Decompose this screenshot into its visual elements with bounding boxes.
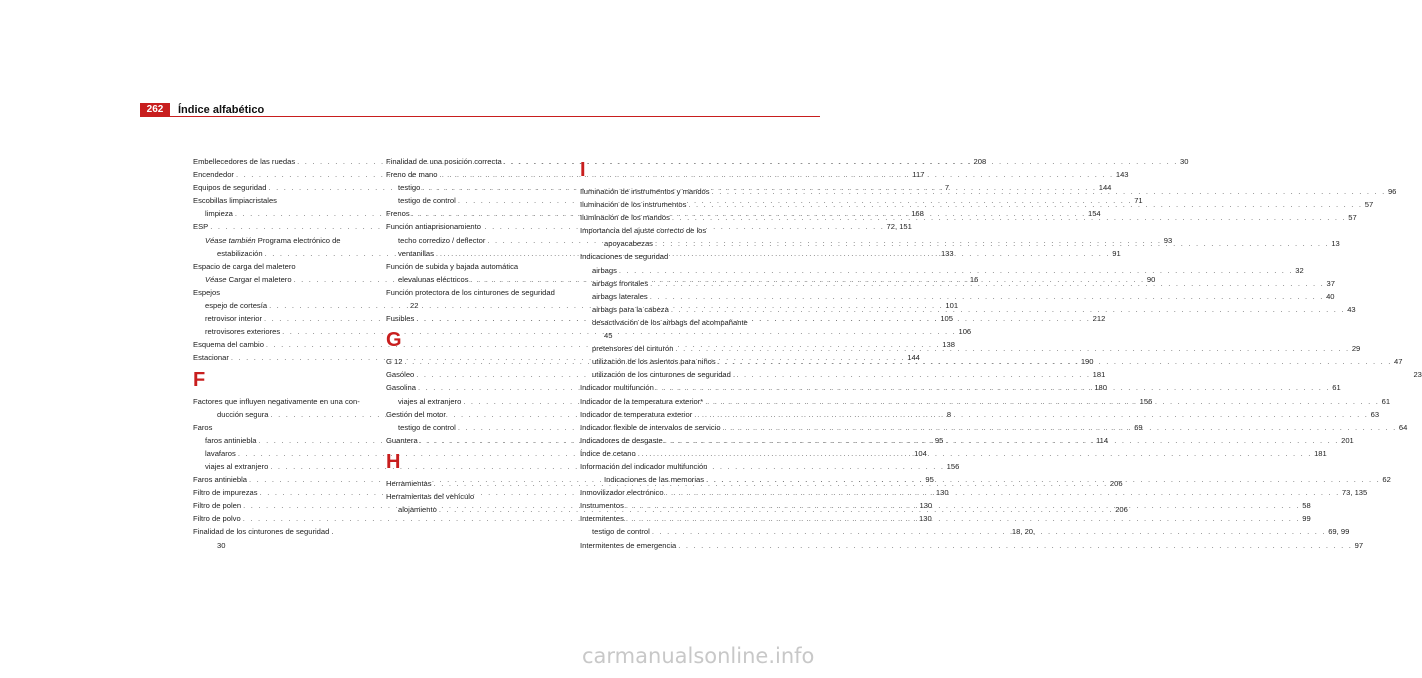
section-letter: G <box>386 329 402 352</box>
entry-pages: 104 <box>914 448 927 458</box>
leader-dots <box>626 512 1300 525</box>
leader-dots <box>440 168 1114 181</box>
leader-dots <box>626 499 1300 512</box>
entry-pages: 32 <box>1295 265 1304 275</box>
see-also-label: Véase <box>205 274 227 284</box>
entry-pages: 206 <box>1115 505 1128 515</box>
index-entry <box>193 260 377 273</box>
entry-text: Gasóleo <box>386 370 415 380</box>
entry-term <box>205 207 233 220</box>
leader-dots <box>688 198 1362 211</box>
entry-term <box>205 234 341 247</box>
entry-text: lavafaros <box>205 448 236 458</box>
entry-text: Herramientas del vehículo <box>386 491 475 501</box>
entry-term <box>580 198 686 211</box>
entry-term <box>193 168 234 181</box>
index-entry <box>580 250 764 263</box>
entry-pages: 7 <box>944 183 950 193</box>
index-entry-continuation <box>386 299 570 312</box>
leader-dots <box>706 473 1380 486</box>
index-entry <box>580 264 1304 277</box>
index-entry <box>386 490 570 503</box>
entry-pages: 61 <box>1381 396 1391 406</box>
entry-term <box>398 181 420 194</box>
entry-term <box>580 408 692 421</box>
entry-pages: 168 <box>911 209 924 219</box>
entry-text: airbags laterales <box>592 291 648 301</box>
entry-term <box>386 168 438 181</box>
entry-term <box>580 421 721 434</box>
entry-text: ventanillas <box>398 248 434 258</box>
leader-dots <box>665 434 1339 447</box>
entry-term <box>592 303 669 316</box>
entry-term <box>592 368 735 381</box>
entry-term <box>193 486 258 499</box>
entry-pages: 72, 151 <box>886 222 912 232</box>
entry-pages: 106 <box>958 327 972 337</box>
entry-text: Espacio de carga del maletero <box>193 261 296 271</box>
entry-text: Iluminación de instrumentos y mandos <box>580 187 710 196</box>
entry-term <box>580 250 668 263</box>
entry-pages: 71 <box>1134 196 1143 206</box>
entry-term <box>205 447 236 460</box>
entry-term <box>205 299 267 312</box>
leader-dots <box>712 185 1386 198</box>
entry-text: airbags para la cabeza <box>592 304 669 314</box>
entry-term <box>193 351 229 364</box>
entry-pages: 154 <box>1087 209 1101 219</box>
index-entry <box>193 421 377 434</box>
entry-pages: 90 <box>1146 274 1156 284</box>
entry-pages: 8 <box>946 409 952 419</box>
entry-text: Finalidad de los cinturones de seguridad . <box>193 527 334 537</box>
entry-pages: 40 <box>1326 291 1335 301</box>
index-entry <box>193 194 377 207</box>
index-entry <box>193 234 377 247</box>
entry-text: Espejos <box>193 287 221 297</box>
entry-term <box>386 260 518 273</box>
entry-pages: 130 <box>935 488 949 498</box>
entry-text: Programa electrónico de <box>257 235 341 245</box>
entry-text: utilización de los asientos para niños <box>592 357 716 367</box>
index-entry <box>580 460 764 473</box>
entry-pages: 63 <box>1370 409 1380 419</box>
entry-text: Filtro de polen <box>193 501 242 511</box>
entry-term <box>193 260 296 273</box>
entry-term <box>592 290 648 303</box>
leader-dots <box>723 421 1397 434</box>
entry-text: Iluminación de los mandos <box>580 213 670 223</box>
entry-pages: 138 <box>942 340 955 350</box>
entry-text: viajes al extranjero <box>398 396 462 406</box>
entry-text: Frenos <box>386 209 410 219</box>
entry-text: Esquema del cambio <box>193 340 264 350</box>
leader-dots <box>672 211 1346 224</box>
entry-text: ESP <box>193 222 209 232</box>
entry-text: Indicador de la temperatura exterior* <box>580 396 704 406</box>
entry-term <box>592 355 716 368</box>
entry-term <box>398 234 485 247</box>
entry-term <box>386 155 502 168</box>
entry-pages: 13 <box>1331 239 1340 249</box>
entry-term <box>592 264 617 277</box>
entry-term <box>386 477 432 490</box>
entry-pages: 64 <box>1398 422 1408 432</box>
entry-pages: 23 <box>1413 370 1422 380</box>
entry-pages: 180 <box>1094 383 1107 393</box>
entry-text: pretensores del cinturón <box>592 344 674 354</box>
entry-pages: 190 <box>1080 357 1094 367</box>
entry-text: Guantera <box>386 435 418 445</box>
entry-pages: 143 <box>1115 170 1129 180</box>
index-entry <box>386 286 570 299</box>
entry-term <box>580 185 710 198</box>
entry-pages: 99 <box>1302 514 1311 524</box>
entry-term <box>386 490 474 503</box>
entry-term <box>193 286 220 299</box>
entry-term <box>386 207 410 220</box>
entry-text: Factores que influyen negativamente en una con- <box>193 396 360 406</box>
entry-text: viajes al extranjero <box>205 461 269 471</box>
entry-pages: 29 <box>1351 344 1361 354</box>
entry-pages: 97 <box>1354 540 1364 550</box>
index-entry <box>386 260 570 273</box>
entry-term <box>592 277 648 290</box>
entry-term <box>193 220 208 233</box>
section-letter: I <box>580 159 586 181</box>
entry-term <box>592 525 650 538</box>
entry-text: Estacionar <box>193 353 229 363</box>
entry-text: Finalidad de una posición correcta <box>386 157 502 166</box>
entry-pages: 58 <box>1302 501 1311 511</box>
entry-text: utilización de los cinturones de seguridad . <box>592 370 736 380</box>
entry-text: Faros <box>193 422 213 432</box>
entry-term <box>386 220 481 233</box>
index-entry <box>580 290 1335 303</box>
entry-text: Cargar el maletero <box>228 274 292 284</box>
entry-term <box>398 247 434 260</box>
entry-pages: 45 <box>604 331 613 341</box>
watermark: carmanualsonline.info <box>582 644 815 668</box>
entry-term <box>193 421 212 434</box>
leader-dots <box>694 408 1368 421</box>
entry-text: Herramientas <box>386 478 432 488</box>
entry-text: retrovisores exteriores <box>205 327 281 337</box>
entry-text: Embellecedores de las ruedas <box>193 157 296 166</box>
entry-term <box>386 368 414 381</box>
entry-pages: 69 <box>1134 422 1143 432</box>
entry-term <box>205 434 257 447</box>
entry-pages: 96 <box>1387 187 1397 196</box>
entry-term <box>580 395 703 408</box>
entry-term <box>398 395 461 408</box>
entry-term <box>580 381 654 394</box>
entry-pages: 57 <box>1364 200 1374 210</box>
entry-text: testigo de control <box>398 422 456 432</box>
entry-term <box>386 312 414 325</box>
entry-text: Gestión del motor <box>386 409 446 419</box>
entry-text: techo corredizo / deflector <box>398 235 486 245</box>
entry-pages: 91 <box>1112 248 1121 258</box>
entry-term <box>193 338 264 351</box>
entry-term <box>398 421 456 434</box>
index-entry <box>580 408 1380 421</box>
entry-text: Filtro de impurezas <box>193 488 258 498</box>
entry-term <box>205 273 292 286</box>
entry-text: Intermitentes de emergencia <box>580 540 677 550</box>
leader-dots <box>656 381 1330 394</box>
entry-text: Gasolina <box>386 383 416 393</box>
entry-text: testigo de control <box>592 527 650 537</box>
leader-dots <box>666 486 1340 499</box>
entry-pages: 201 <box>1341 435 1354 445</box>
entry-term <box>580 512 624 525</box>
leader-dots <box>678 539 1352 552</box>
entry-pages: 57 <box>1348 213 1357 223</box>
entry-pages: 114 <box>1096 435 1109 445</box>
entry-text: Función de subida y bajada automática <box>386 261 519 271</box>
entry-pages: 212 <box>1092 314 1106 324</box>
entry-text: Indicaciones de seguridad <box>580 252 669 262</box>
entry-text: estabilización <box>217 248 263 258</box>
entry-term <box>193 155 295 168</box>
entry-pages: 105 <box>940 314 953 324</box>
entry-pages: 208 <box>973 157 987 166</box>
entry-pages: 181 <box>1092 370 1106 380</box>
entry-pages: 37 <box>1326 278 1335 288</box>
entry-pages: 30 <box>217 540 226 550</box>
entry-text: elevalunas eléctricos <box>398 274 469 284</box>
page-number: 262 <box>140 103 170 117</box>
leader-dots <box>671 303 1345 316</box>
entry-pages: 18, 20, <box>1011 527 1036 537</box>
entry-term <box>604 237 653 250</box>
index-entry <box>193 395 377 408</box>
entry-term <box>580 434 663 447</box>
entry-term <box>386 381 416 394</box>
index-entry <box>580 224 764 237</box>
entry-term <box>205 325 280 338</box>
index-entry <box>580 539 1364 552</box>
entry-term <box>580 460 707 473</box>
entry-pages: 16 <box>969 274 979 284</box>
index-entry <box>386 408 570 421</box>
entry-text: alojamiento <box>398 505 437 515</box>
entry-pages: 181 <box>1314 448 1327 458</box>
entry-term <box>580 224 706 237</box>
entry-term <box>580 499 624 512</box>
entry-pages: 95 <box>925 475 934 485</box>
entry-pages: 206 <box>1109 478 1123 488</box>
entry-term <box>580 486 664 499</box>
entry-term <box>217 408 269 421</box>
entry-pages: 144 <box>1098 183 1112 193</box>
entry-pages: 62 <box>1382 475 1391 485</box>
entry-text: Importancia del ajuste correcto de los <box>580 226 707 236</box>
entry-text: Indicador multifunción <box>580 383 654 393</box>
entry-term <box>386 355 402 368</box>
index-entry-continuation <box>580 329 764 342</box>
entry-term <box>604 473 704 486</box>
entry-text: Equipos de seguridad <box>193 183 267 193</box>
entry-text: Fusibles <box>386 314 415 324</box>
entry-term <box>193 181 266 194</box>
section-letter: F <box>193 368 206 391</box>
entry-text: Encendedor <box>193 170 234 180</box>
index-entry <box>386 220 570 233</box>
entry-pages: 43 <box>1347 304 1356 314</box>
entry-text: Escobillas limpiacristales <box>193 196 277 206</box>
entry-text: Indicador flexible de intervalos de servicio <box>580 422 721 432</box>
section-letter: H <box>386 450 401 473</box>
entry-pages: 61 <box>1332 383 1341 393</box>
entry-pages: 30 <box>1180 157 1189 166</box>
leader-dots <box>638 447 1312 460</box>
entry-text: Indicadores de desgaste <box>580 435 663 445</box>
entry-term <box>386 434 418 447</box>
entry-pages: 156 <box>946 461 960 471</box>
leader-dots <box>675 342 1349 355</box>
entry-pages: 133 <box>940 248 954 258</box>
entry-text: Información del indicador multifunción <box>580 461 708 471</box>
entry-text: retrovisor interior <box>205 314 262 324</box>
entry-term <box>580 539 676 552</box>
entry-text: Instrumentos <box>580 501 624 511</box>
leader-dots <box>652 525 1326 538</box>
entry-pages: 22 <box>410 301 419 311</box>
index-entry-continuation <box>193 539 377 552</box>
see-also-label: Véase también <box>205 235 256 245</box>
entry-pages: 47 <box>1394 357 1403 367</box>
entry-text: airbags <box>592 265 617 275</box>
entry-term <box>592 316 748 329</box>
entry-pages: 130 <box>919 514 932 524</box>
entry-text: Indicador de temperatura exterior <box>580 409 693 419</box>
leader-dots <box>619 264 1293 277</box>
entry-term <box>205 312 262 325</box>
leader-dots <box>650 277 1324 290</box>
entry-pages: 117 <box>912 170 925 180</box>
entry-text: G 12 <box>386 357 403 367</box>
entry-pages: 93 <box>1163 235 1173 245</box>
entry-term <box>386 408 446 421</box>
entry-term <box>193 512 241 525</box>
entry-pages: 101 <box>945 301 959 311</box>
entry-term <box>193 194 277 207</box>
entry-text: airbags frontales <box>592 278 649 288</box>
entry-term <box>580 211 670 224</box>
entry-text: Indicaciones de las memorias <box>604 475 705 485</box>
entry-pages: 69, 99 <box>1328 527 1350 537</box>
entry-text: Intermitentes <box>580 514 624 524</box>
leader-dots <box>650 290 1324 303</box>
entry-text: faros antiniebla <box>205 435 257 445</box>
entry-text: desactivación de los airbags del acompañante <box>592 317 748 327</box>
entry-text: Índice de cetano <box>580 448 636 458</box>
entry-text: Filtro de polvo <box>193 514 241 524</box>
leader-dots <box>705 395 1379 408</box>
index-entry <box>580 316 764 329</box>
entry-text: ducción segura <box>217 409 269 419</box>
entry-pages: 144 <box>907 353 920 363</box>
entry-text: Inmovilizador electrónico <box>580 488 664 498</box>
entry-term <box>217 247 263 260</box>
entry-term <box>193 499 241 512</box>
entry-term <box>193 395 360 408</box>
page-title: Índice alfabético <box>178 104 265 116</box>
entry-text: Iluminación de los instrumentos <box>580 200 687 210</box>
entry-term <box>193 525 334 538</box>
entry-text: Función antiaprisionamiento <box>386 222 481 232</box>
entry-text: limpieza <box>205 209 233 219</box>
index-entry <box>193 286 377 299</box>
entry-text: Faros antiniebla <box>193 475 248 485</box>
entry-pages: 73, 135 <box>1341 488 1368 498</box>
entry-term <box>580 447 636 460</box>
entry-text: espejo de cortesía <box>205 301 268 311</box>
entry-text: apoyacabezas <box>604 239 653 249</box>
entry-term <box>205 460 268 473</box>
entry-term <box>592 342 673 355</box>
entry-pages: 130 <box>919 501 933 511</box>
entry-term <box>193 473 247 486</box>
entry-text: testigo <box>398 183 421 193</box>
entry-term <box>398 273 469 286</box>
entry-term <box>398 194 456 207</box>
entry-pages: 156 <box>1139 396 1153 406</box>
entry-text: Freno de mano <box>386 170 438 180</box>
leader-dots <box>655 237 1329 250</box>
entry-text: Función protectora de los cinturones de seguridad <box>386 287 555 297</box>
entry-term <box>386 286 555 299</box>
entry-term <box>398 503 437 516</box>
entry-pages: 95 <box>934 435 944 445</box>
leader-dots <box>718 355 1392 368</box>
entry-text: testigo de control <box>398 196 456 206</box>
